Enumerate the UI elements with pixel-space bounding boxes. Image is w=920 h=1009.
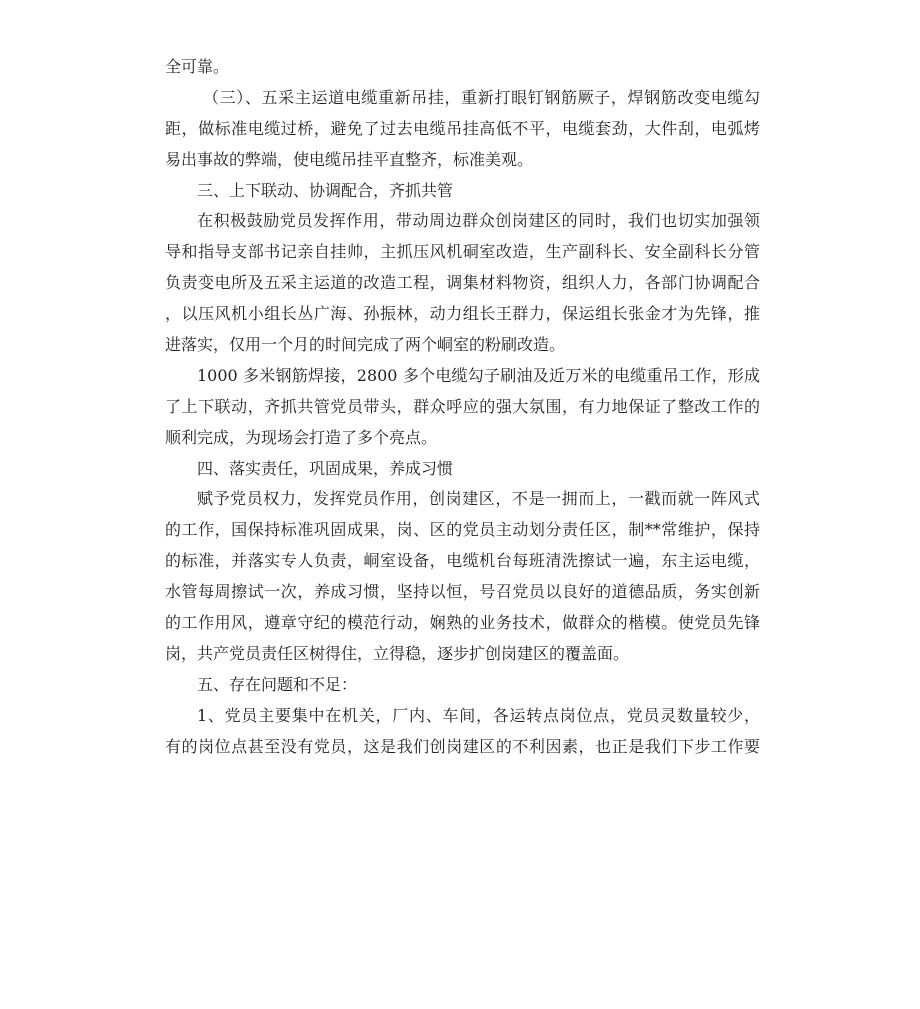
section-heading: 四、落实责任，巩固成果，养成习惯 — [197, 458, 454, 478]
text-line: （三）、五采主运道电缆重新吊挂，重新打眼钉钢筋厥子，焊钢筋改变电缆勾 — [203, 87, 760, 107]
text-line: 全可靠。 — [165, 57, 230, 76]
text-line: 1000 多米钢筋焊接，2800 多个电缆勾子刷油及近万米的电缆重吊工作，形成 — [197, 365, 760, 385]
document-body — [165, 52, 760, 762]
text-line: 负责变电所及五采主运道的改造工程，调集材料物资，组织人力，各部门协调配合 — [165, 273, 760, 293]
text-line: 岗，共产党员责任区树得住，立得稳，逐步扩创岗建区的覆盖面。 — [165, 643, 630, 663]
text-line: 1、党员主要集中在机关，厂内、车间，各运转点岗位点，党员灵数量较少， — [197, 705, 760, 725]
text-line: 了上下联动，齐抓共管党员带头，群众呼应的强大氛围，有力地保证了整改工作的 — [165, 396, 760, 416]
text-line: 顺利完成，为现场会打造了多个亮点。 — [165, 427, 438, 447]
section-heading: 五、存在问题和不足： — [197, 674, 358, 694]
text-line: 水管每周擦试一次，养成习惯，坚持以恒，号召党员以良好的道德品质，务实创新 — [165, 582, 760, 602]
text-line: 的标准，并落实专人负责，峒室设备，电缆机台每班清洗擦试一遍，东主运电缆， — [165, 551, 760, 571]
text-line: 导和指导支部书记亲自挂帅，主抓压风机硐室改造，生产副科长、安全副科长分管 — [165, 242, 760, 262]
text-line: 的工作用风，遵章守纪的模范行动，娴熟的业务技术，做群众的楷模。使党员先锋 — [165, 613, 760, 633]
text-line: 在积极鼓励党员发挥作用，带动周边群众创岗建区的同时，我们也切实加强领 — [197, 211, 760, 231]
text-line: 赋予党员权力，发挥党员作用，创岗建区，不是一拥而上，一戳而就一阵风式 — [197, 489, 760, 509]
text-line: 进落实，仅用一个月的时间完成了两个峒室的粉刷改造。 — [165, 335, 566, 355]
text-line: 的工作，国保持标准巩固成果，岗、区的党员主动划分责任区，制**常维护，保持 — [165, 520, 760, 540]
text-line: 有的岗位点甚至没有党员，这是我们创岗建区的不利因素，也正是我们下步工作要 — [165, 736, 760, 756]
text-line: 距，做标准电缆过桥，避免了过去电缆吊挂高低不平，电缆套劲，大件刮，电弧烤 — [165, 118, 760, 138]
section-heading: 三、上下联动、协调配合，齐抓共管 — [197, 180, 454, 200]
text-line: 易出事故的弊端，使电缆吊挂平直整齐，标准美观。 — [165, 149, 534, 169]
text-line: ，以压风机小组长丛广海、孙振林，动力组长王群力，保运组长张金才为先锋，推 — [165, 304, 760, 324]
